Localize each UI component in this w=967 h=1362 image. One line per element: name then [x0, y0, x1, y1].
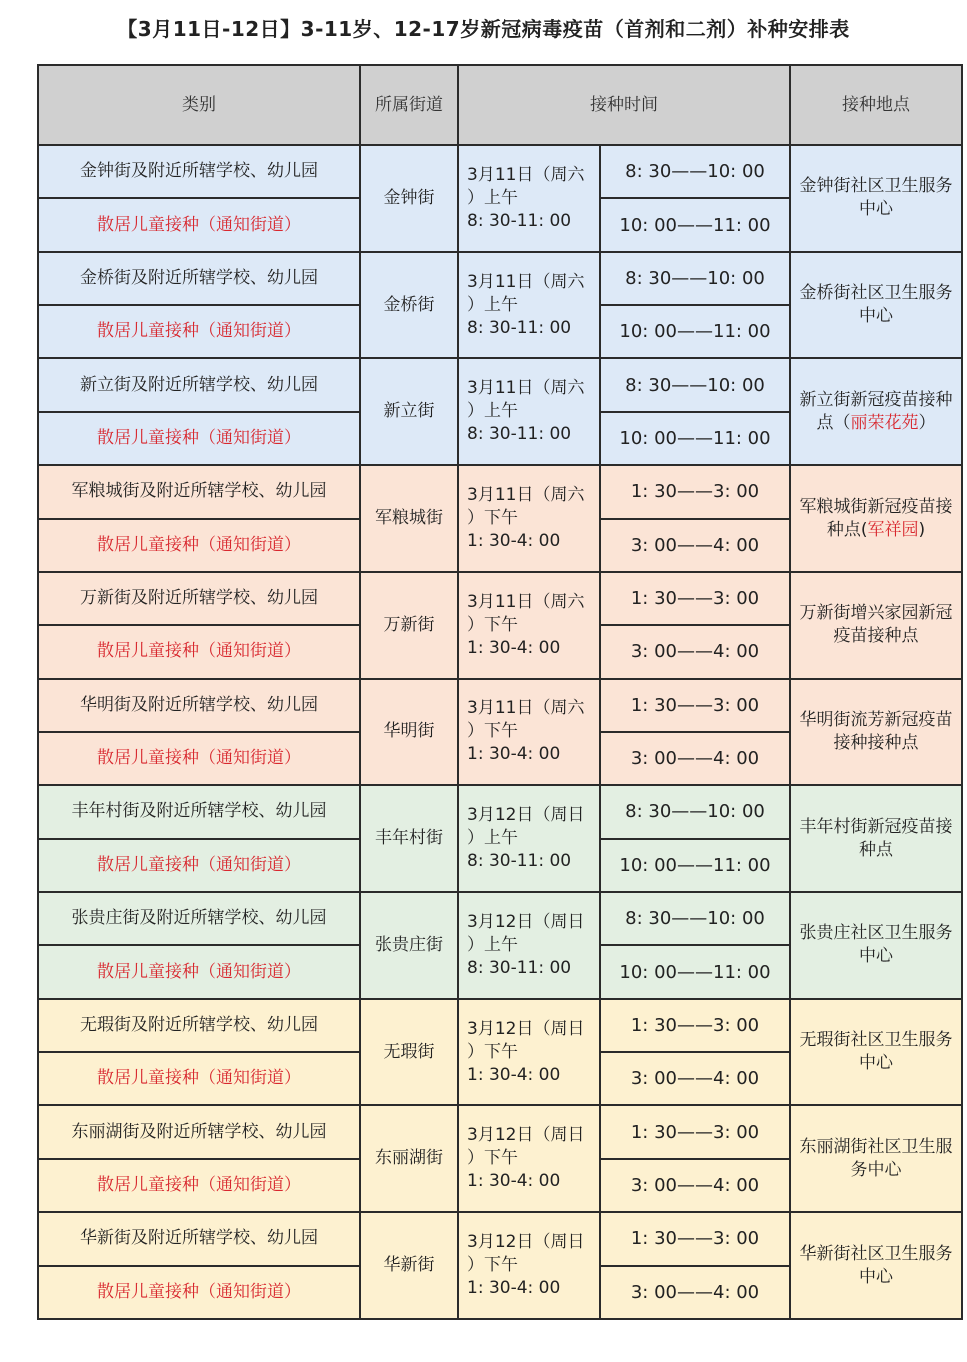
category-scattered-children: 散居儿童接种（通知街道）	[38, 412, 360, 465]
street-name: 华明街	[360, 679, 458, 786]
category-scattered-children: 散居儿童接种（通知街道）	[38, 519, 360, 572]
table-row	[38, 1105, 962, 1158]
time-slot-first: 8: 30——10: 00	[600, 358, 790, 411]
category-schools: 华新街及附近所辖学校、幼儿园	[38, 1212, 360, 1265]
time-slot-first: 8: 30——10: 00	[600, 785, 790, 838]
vaccination-date: 3月11日（周六 ）上午 8: 30-11: 00	[458, 252, 600, 359]
category-schools: 金钟街及附近所辖学校、幼儿园	[38, 145, 360, 198]
place-text: 金钟街社区卫生服务中心	[799, 176, 953, 220]
place-text: 东丽湖街社区卫生服务中心	[799, 1136, 953, 1180]
category-schools: 东丽湖街及附近所辖学校、幼儿园	[38, 1105, 360, 1158]
header-street: 所属街道	[360, 65, 458, 145]
vaccination-date: 3月11日（周六 ）下午 1: 30-4: 00	[458, 465, 600, 572]
time-slot-first: 1: 30——3: 00	[600, 1212, 790, 1265]
street-name: 东丽湖街	[360, 1105, 458, 1212]
vaccination-place	[790, 358, 962, 465]
vaccination-place	[790, 892, 962, 999]
time-slot-first: 8: 30——10: 00	[600, 145, 790, 198]
time-slot-first: 1: 30——3: 00	[600, 999, 790, 1052]
vaccination-date: 3月12日（周日 ）下午 1: 30-4: 00	[458, 1212, 600, 1319]
header-time: 接种时间	[458, 65, 790, 145]
header-category: 类别	[38, 65, 360, 145]
street-name: 无瑕街	[360, 999, 458, 1106]
street-name: 金桥街	[360, 252, 458, 359]
time-slot-second: 3: 00——4: 00	[600, 1159, 790, 1212]
time-slot-first: 1: 30——3: 00	[600, 1105, 790, 1158]
table-row	[38, 1212, 962, 1265]
category-schools: 新立街及附近所辖学校、幼儿园	[38, 358, 360, 411]
category-schools: 万新街及附近所辖学校、幼儿园	[38, 572, 360, 625]
category-schools: 金桥街及附近所辖学校、幼儿园	[38, 252, 360, 305]
table-row	[38, 145, 962, 198]
street-name: 华新街	[360, 1212, 458, 1319]
category-schools: 丰年村街及附近所辖学校、幼儿园	[38, 785, 360, 838]
time-slot-first: 8: 30——10: 00	[600, 252, 790, 305]
place-text: 金桥街社区卫生服务中心	[799, 283, 953, 327]
place-text: 华新街社区卫生服务中心	[799, 1243, 953, 1287]
place-text: 张贵庄社区卫生服务中心	[799, 923, 953, 967]
time-slot-second: 3: 00——4: 00	[600, 625, 790, 678]
category-schools: 军粮城街及附近所辖学校、幼儿园	[38, 465, 360, 518]
place-text: 华明街流芳新冠疫苗接种接种点	[799, 709, 953, 753]
time-slot-second: 10: 00——11: 00	[600, 305, 790, 358]
category-schools: 无瑕街及附近所辖学校、幼儿园	[38, 999, 360, 1052]
time-slot-second: 3: 00——4: 00	[600, 1052, 790, 1105]
place-tail: )	[918, 519, 926, 540]
vaccination-date: 3月11日（周六 ）下午 1: 30-4: 00	[458, 679, 600, 786]
vaccination-date: 3月11日（周六 ）上午 8: 30-11: 00	[458, 145, 600, 252]
schedule-table	[37, 64, 963, 1320]
vaccination-place	[790, 785, 962, 892]
table-row	[38, 252, 962, 305]
time-slot-first: 1: 30——3: 00	[600, 679, 790, 732]
time-slot-second: 10: 00——11: 00	[600, 945, 790, 998]
vaccination-place	[790, 679, 962, 786]
category-scattered-children: 散居儿童接种（通知街道）	[38, 732, 360, 785]
table-row	[38, 572, 962, 625]
time-slot-second: 10: 00——11: 00	[600, 198, 790, 251]
place-highlight: 丽荣花苑	[850, 412, 919, 433]
street-name: 金钟街	[360, 145, 458, 252]
time-slot-first: 8: 30——10: 00	[600, 892, 790, 945]
vaccination-place	[790, 145, 962, 252]
category-scattered-children: 散居儿童接种（通知街道）	[38, 1266, 360, 1319]
table-row	[38, 465, 962, 518]
category-scattered-children: 散居儿童接种（通知街道）	[38, 198, 360, 251]
category-schools: 华明街及附近所辖学校、幼儿园	[38, 679, 360, 732]
place-text: 新立街新冠疫苗接种点（	[799, 389, 953, 433]
place-text: 无瑕街社区卫生服务中心	[799, 1030, 953, 1074]
place-text: 万新街增兴家园新冠疫苗接种点	[799, 603, 953, 647]
street-name: 新立街	[360, 358, 458, 465]
table-row	[38, 892, 962, 945]
category-scattered-children: 散居儿童接种（通知街道）	[38, 1159, 360, 1212]
vaccination-date: 3月12日（周日 ）下午 1: 30-4: 00	[458, 1105, 600, 1212]
time-slot-first: 1: 30——3: 00	[600, 572, 790, 625]
table-row	[38, 999, 962, 1052]
vaccination-date: 3月12日（周日 ）上午 8: 30-11: 00	[458, 892, 600, 999]
time-slot-second: 3: 00——4: 00	[600, 732, 790, 785]
time-slot-second: 3: 00——4: 00	[600, 519, 790, 572]
street-name: 万新街	[360, 572, 458, 679]
street-name: 丰年村街	[360, 785, 458, 892]
vaccination-place	[790, 1212, 962, 1319]
category-scattered-children: 散居儿童接种（通知街道）	[38, 839, 360, 892]
place-text: 丰年村街新冠疫苗接种点	[799, 816, 953, 860]
category-scattered-children: 散居儿童接种（通知街道）	[38, 945, 360, 998]
vaccination-date: 3月11日（周六 ）下午 1: 30-4: 00	[458, 572, 600, 679]
vaccination-date: 3月12日（周日 ）下午 1: 30-4: 00	[458, 999, 600, 1106]
time-slot-second: 10: 00——11: 00	[600, 839, 790, 892]
vaccination-place	[790, 252, 962, 359]
category-scattered-children: 散居儿童接种（通知街道）	[38, 305, 360, 358]
place-text: 军粮城街新冠疫苗接种点(	[799, 496, 953, 540]
place-tail: ）	[918, 412, 936, 433]
vaccination-date: 3月11日（周六 ）上午 8: 30-11: 00	[458, 358, 600, 465]
vaccination-place	[790, 465, 962, 572]
header-row	[38, 65, 962, 145]
time-slot-first: 1: 30——3: 00	[600, 465, 790, 518]
category-schools: 张贵庄街及附近所辖学校、幼儿园	[38, 892, 360, 945]
street-name: 张贵庄街	[360, 892, 458, 999]
table-row	[38, 358, 962, 411]
category-scattered-children: 散居儿童接种（通知街道）	[38, 625, 360, 678]
category-scattered-children: 散居儿童接种（通知街道）	[38, 1052, 360, 1105]
header-place: 接种地点	[790, 65, 962, 145]
time-slot-second: 3: 00——4: 00	[600, 1266, 790, 1319]
page-title: 【3月11日-12日】3-11岁、12-17岁新冠病毒疫苗（首剂和二剂）补种安排表	[117, 17, 850, 41]
time-slot-second: 10: 00——11: 00	[600, 412, 790, 465]
place-highlight: 军祥园	[867, 519, 919, 540]
table-row	[38, 785, 962, 838]
vaccination-place	[790, 572, 962, 679]
vaccination-date: 3月12日（周日 ）上午 8: 30-11: 00	[458, 785, 600, 892]
street-name: 军粮城街	[360, 465, 458, 572]
table-row	[38, 679, 962, 732]
vaccination-place	[790, 999, 962, 1106]
vaccination-place	[790, 1105, 962, 1212]
